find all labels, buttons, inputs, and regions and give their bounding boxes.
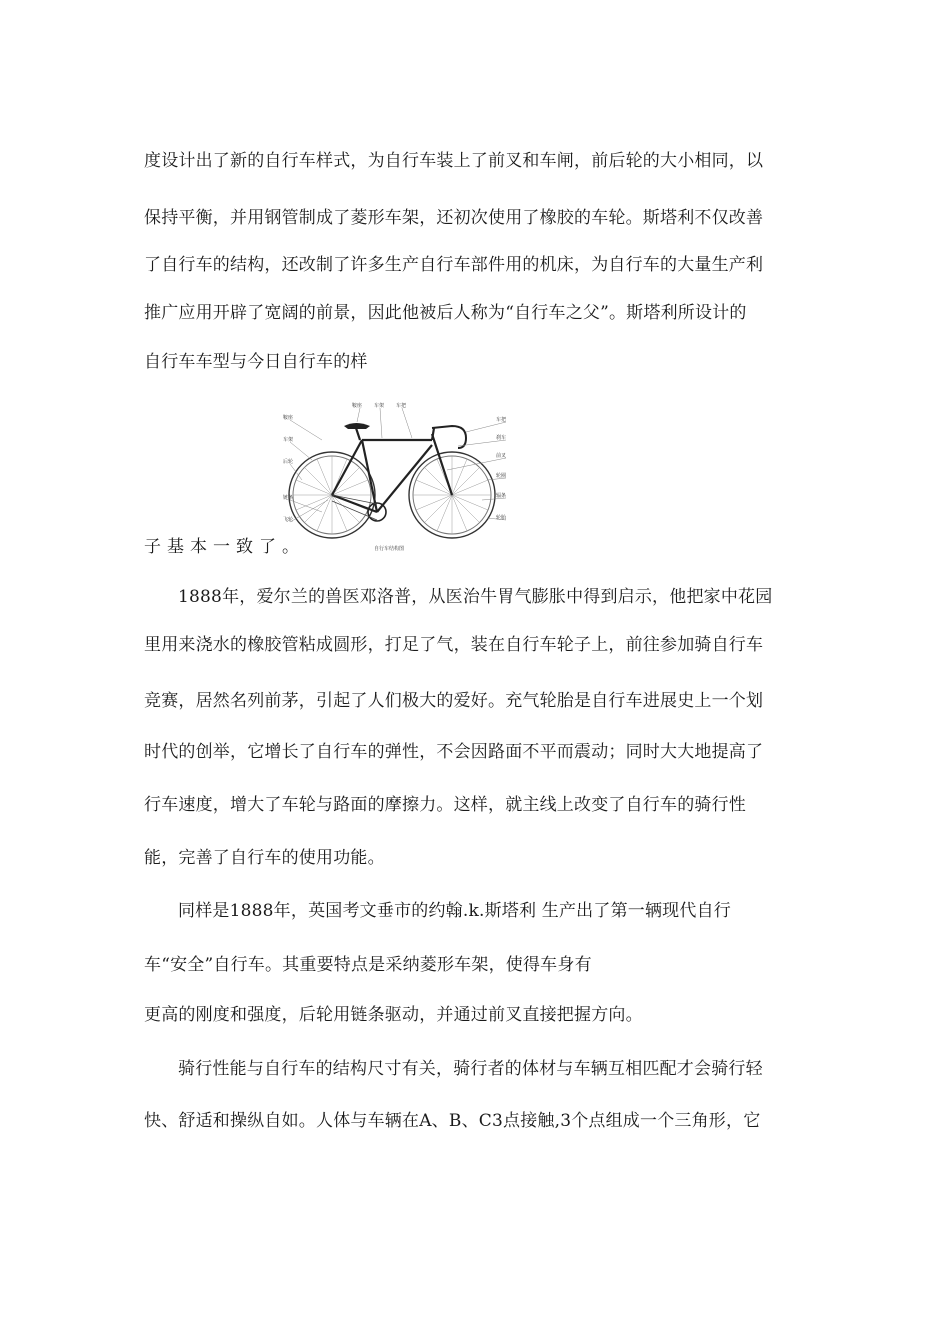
- text-line: 自行车车型与今日自行车的样: [144, 352, 368, 372]
- figure-label: 飞轮: [283, 517, 294, 523]
- figure-caption: 自行车结构图: [374, 546, 405, 552]
- figure-label: 鞍座: [283, 415, 294, 421]
- figure-label: 车架: [283, 437, 294, 443]
- text-line: 车“安全”自行车。其重要特点是采纳菱形车架，使得车身有: [144, 955, 592, 975]
- figure-label: 前叉: [496, 453, 507, 459]
- text-line: 了自行车的结构，还改制了许多生产自行车部件用的机床，为自行车的大量生产利: [144, 255, 764, 275]
- text-line: 行车速度，增大了车轮与路面的摩擦力。这样，就主线上改变了自行车的骑行性: [144, 795, 746, 815]
- text-line: 更高的刚度和强度，后轮用链条驱动，并通过前叉直接把握方向。: [144, 1005, 643, 1025]
- figure-label: 车把: [496, 417, 507, 423]
- figure-label: 轮圈: [496, 473, 507, 479]
- text-line: 里用来浇水的橡胶管粘成圆形，打足了气，装在自行车轮子上，前往参加骑自行车: [144, 635, 764, 655]
- bicycle-figure: [282, 400, 514, 554]
- text-line: 骑行性能与自行车的结构尺寸有关，骑行者的体材与车辆互相匹配才会骑行轻: [178, 1059, 763, 1079]
- text-line: 能，完善了自行车的使用功能。: [144, 848, 385, 868]
- text-line: 度设计出了新的自行车样式，为自行车装上了前叉和车闸，前后轮的大小相同，以: [144, 151, 764, 171]
- figure-label: 车把: [396, 403, 407, 409]
- text-line: 子基本一致了。: [144, 537, 305, 557]
- text-line: 时代的创举，它增长了自行车的弹性，不会因路面不平而震动；同时大大地提高了: [144, 742, 764, 762]
- text-line: 同样是1888年，英国考文垂市的约翰.k.斯塔利 生产出了第一辆现代自行: [178, 901, 731, 921]
- text-line: 1888年，爱尔兰的兽医邓洛普，从医治牛胃气膨胀中得到启示，他把家中花园: [178, 587, 773, 607]
- figure-label: 刹车: [496, 435, 507, 441]
- text-line: 推广应用开辟了宽阔的前景，因此他被后人称为“自行车之父”。斯塔利所设计的: [144, 303, 747, 323]
- figure-label: 鞍座: [352, 403, 363, 409]
- figure-label: 车架: [374, 403, 385, 409]
- text-line: 保持平衡，并用钢管制成了菱形车架，还初次使用了橡胶的车轮。斯塔利不仅改善: [144, 208, 764, 228]
- bicycle-diagram-icon: [282, 400, 514, 554]
- text-line: 竞赛，居然名列前茅，引起了人们极大的爱好。充气轮胎是自行车进展史上一个划: [144, 691, 764, 711]
- figure-label: 后轮: [283, 459, 294, 465]
- figure-label: 辐条: [496, 493, 507, 499]
- text-line: 快、舒适和操纵自如。人体与车辆在A、B、C3点接触,3个点组成一个三角形，它: [144, 1111, 761, 1131]
- figure-label: 链条: [283, 495, 294, 501]
- figure-label: 轮胎: [496, 515, 507, 521]
